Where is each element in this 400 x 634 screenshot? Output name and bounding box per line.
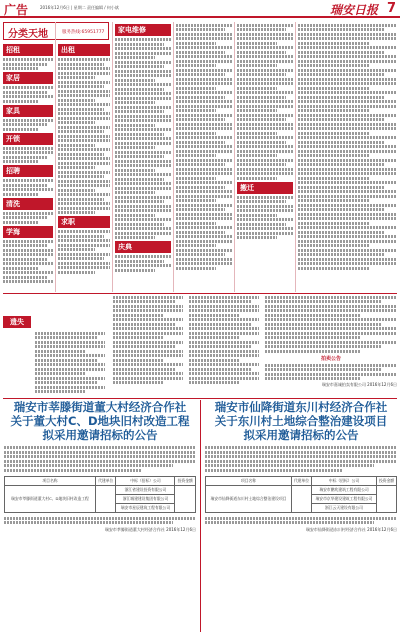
company-cell: 浙江云天建设有限公司	[311, 503, 376, 512]
tender-intro	[4, 446, 196, 472]
section-heading: 家电维修	[115, 24, 171, 36]
section-heading: 清洗	[3, 198, 53, 210]
table-header: 投资金额	[175, 476, 196, 485]
lost-notices-column	[35, 330, 105, 396]
agent-cell	[95, 485, 116, 512]
section-heading: 庆典	[115, 241, 171, 253]
section-heading: 招租	[3, 44, 53, 56]
table-header: 代建单位	[95, 476, 116, 485]
tender-notice-right	[205, 400, 397, 630]
company-cell: 瑞安市星辰建筑工程有限公司	[116, 503, 175, 512]
classified-title: 分类天地	[8, 29, 48, 40]
page-header	[0, 0, 400, 18]
table-header: 中标（招标）公司	[116, 476, 175, 485]
section-heading: 开锁	[3, 133, 53, 145]
page-number: 7	[386, 1, 396, 16]
tender-title-line-2: 关于东川村土地综合整治建设项目	[214, 414, 388, 428]
tender-title-line-3: 拟采用邀请招标的公告	[42, 428, 158, 442]
company-cell: 瑞安市京华建设建筑工程有限公司	[311, 494, 376, 503]
section-heading: 求职	[58, 216, 110, 228]
auction-notice-signature: 瑞安市嘉诚拍卖有限公司 2016年12月6日	[321, 382, 397, 387]
auction-notice-heading: 拍卖公告	[320, 355, 341, 362]
table-header: 代建单位	[292, 476, 312, 485]
section-heading: 搬迁	[237, 182, 293, 194]
tender-title-line-3: 拟采用邀请招标的公告	[243, 428, 359, 442]
section-heading: 学海	[3, 226, 53, 238]
classified-column-4	[176, 22, 232, 292]
company-cell: 瑞安市鹏兆建筑工程有限公司	[311, 485, 376, 494]
tender-table	[205, 476, 397, 513]
tender-table	[4, 476, 196, 513]
tender-intro	[205, 446, 397, 472]
section-heading: 家具	[3, 105, 53, 117]
classified-area	[3, 22, 397, 292]
notices-area	[3, 294, 397, 396]
tender-title-line-2: 关于董大村C、D地块旧村改造工程	[10, 414, 190, 428]
classified-column-3	[115, 22, 171, 292]
notices-column-2	[113, 294, 183, 396]
classified-column-2	[58, 42, 110, 292]
table-header: 项目名称	[5, 476, 96, 485]
classified-column-1	[3, 42, 53, 292]
tender-notice-left	[4, 400, 196, 630]
notices-column-3	[189, 294, 259, 396]
amount-cell	[377, 485, 397, 512]
issue-date: 2016年12月6日 | 星期二 责任编辑 / 何小斌	[40, 5, 119, 10]
tender-title-line-1: 瑞安市仙降街道东川村经济合作社	[214, 400, 388, 414]
project-name-cell: 瑞安市莘滕街道董大村C、D地块旧村改造工程	[5, 485, 96, 512]
table-header: 中标（招标）公司	[311, 476, 376, 485]
section-heading: 家居	[3, 72, 53, 84]
newspaper-name: 瑞安日报	[329, 3, 378, 17]
lost-notice-tag: 遗失	[3, 316, 31, 328]
classified-phone: 服务热线:65951777	[62, 30, 105, 35]
classified-banner	[3, 22, 109, 40]
section-heading: 出租	[58, 44, 110, 56]
tender-title-line-1: 瑞安市莘滕街道董大村经济合作社	[13, 400, 187, 414]
agent-cell	[292, 485, 312, 512]
project-name-cell: 瑞安市仙降街道东川村土地综合整治建设项目	[206, 485, 292, 512]
section-label: 广告	[4, 3, 29, 17]
table-header: 项目名称	[206, 476, 292, 485]
amount-cell	[175, 485, 196, 512]
company-cell: 浙江城建建设集团有限公司	[116, 494, 175, 503]
tender-signature: 瑞安市莘滕街道董大村经济合作社 2016年12月6日	[104, 527, 196, 532]
table-header: 投资金额	[377, 476, 397, 485]
classified-column-5	[237, 22, 293, 292]
company-cell: 浙江省建设投资有限公司	[116, 485, 175, 494]
classified-column-6	[298, 22, 397, 292]
tender-signature: 瑞安市仙降街道东川村经济合作社 2016年12月6日	[305, 527, 397, 532]
notices-column-4	[265, 294, 397, 396]
section-heading: 招聘	[3, 165, 53, 177]
